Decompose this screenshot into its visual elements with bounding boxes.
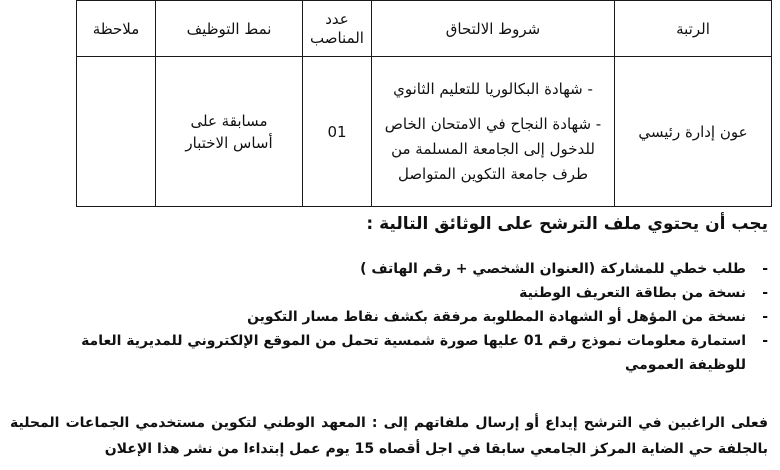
header-notes: ملاحظة (77, 1, 156, 57)
cell-conditions (372, 57, 615, 207)
list-item (68, 281, 768, 305)
bullet-dash: - (762, 333, 768, 349)
mode-line2: أساس الاختبار (185, 133, 273, 152)
list-item (68, 305, 768, 329)
condition-item: - شهادة البكالوريا للتعليم الثانوي (393, 79, 593, 98)
list-item-text: نسخة من بطاقة التعريف الوطنية (519, 285, 746, 301)
list-item (68, 329, 768, 377)
header-posts-line2: المناصب (310, 28, 364, 47)
cell-rank: عون إدارة رئيسي (615, 57, 772, 207)
documents-list (68, 257, 768, 377)
recruitment-table (76, 0, 772, 207)
list-item-text: طلب خطي للمشاركة (العنوان الشخصي + رقم الهاتف ) (360, 261, 746, 277)
header-mode: نمط التوظيف (156, 1, 303, 57)
list-item (68, 257, 768, 281)
cell-mode (156, 57, 303, 207)
bullet-dash: - (762, 309, 768, 325)
mode-line1: مسابقة على (190, 111, 268, 130)
table-header-row (77, 1, 772, 57)
documents-heading: يجب أن يحتوي ملف الترشح على الوثائق التالية : (366, 214, 768, 234)
list-item-text: نسخة من المؤهل أو الشهادة المطلوبة مرفقة بكشف نقاط مسار التكوين (247, 309, 746, 325)
condition-item: - شهادة النجاح في الامتحان الخاص للدخول إلى الجامعة المسلمة من طرف جامعة التكوين المتواصل (384, 114, 602, 183)
cell-notes (77, 57, 156, 207)
list-item-text: استمارة معلومات نموذج رقم 01 عليها صورة شمسية تحمل من الموقع الإلكتروني للمديرية العامة للوظيفة العمومي (81, 333, 746, 373)
header-posts (303, 1, 372, 57)
cell-posts: 01 (303, 57, 372, 207)
table-row (77, 57, 772, 207)
header-rank: الرتبة (615, 1, 772, 57)
bullet-dash: - (762, 285, 768, 301)
bullet-dash: - (762, 261, 768, 277)
header-conditions: شروط الالتحاق (372, 1, 615, 57)
closing-paragraph: فعلى الراغبين في الترشح إيداع أو إرسال ملفاتهم إلى : المعهد الوطني لتكوين مستخدمي الجماعات المحلية بالجلفة حي الضاية المركز الجامعي سابقا في اجل أقصاه 15 يوم عمل إبتداءا من نشر هذا الإعلان (10, 415, 768, 457)
header-posts-line1: عدد (325, 9, 349, 28)
